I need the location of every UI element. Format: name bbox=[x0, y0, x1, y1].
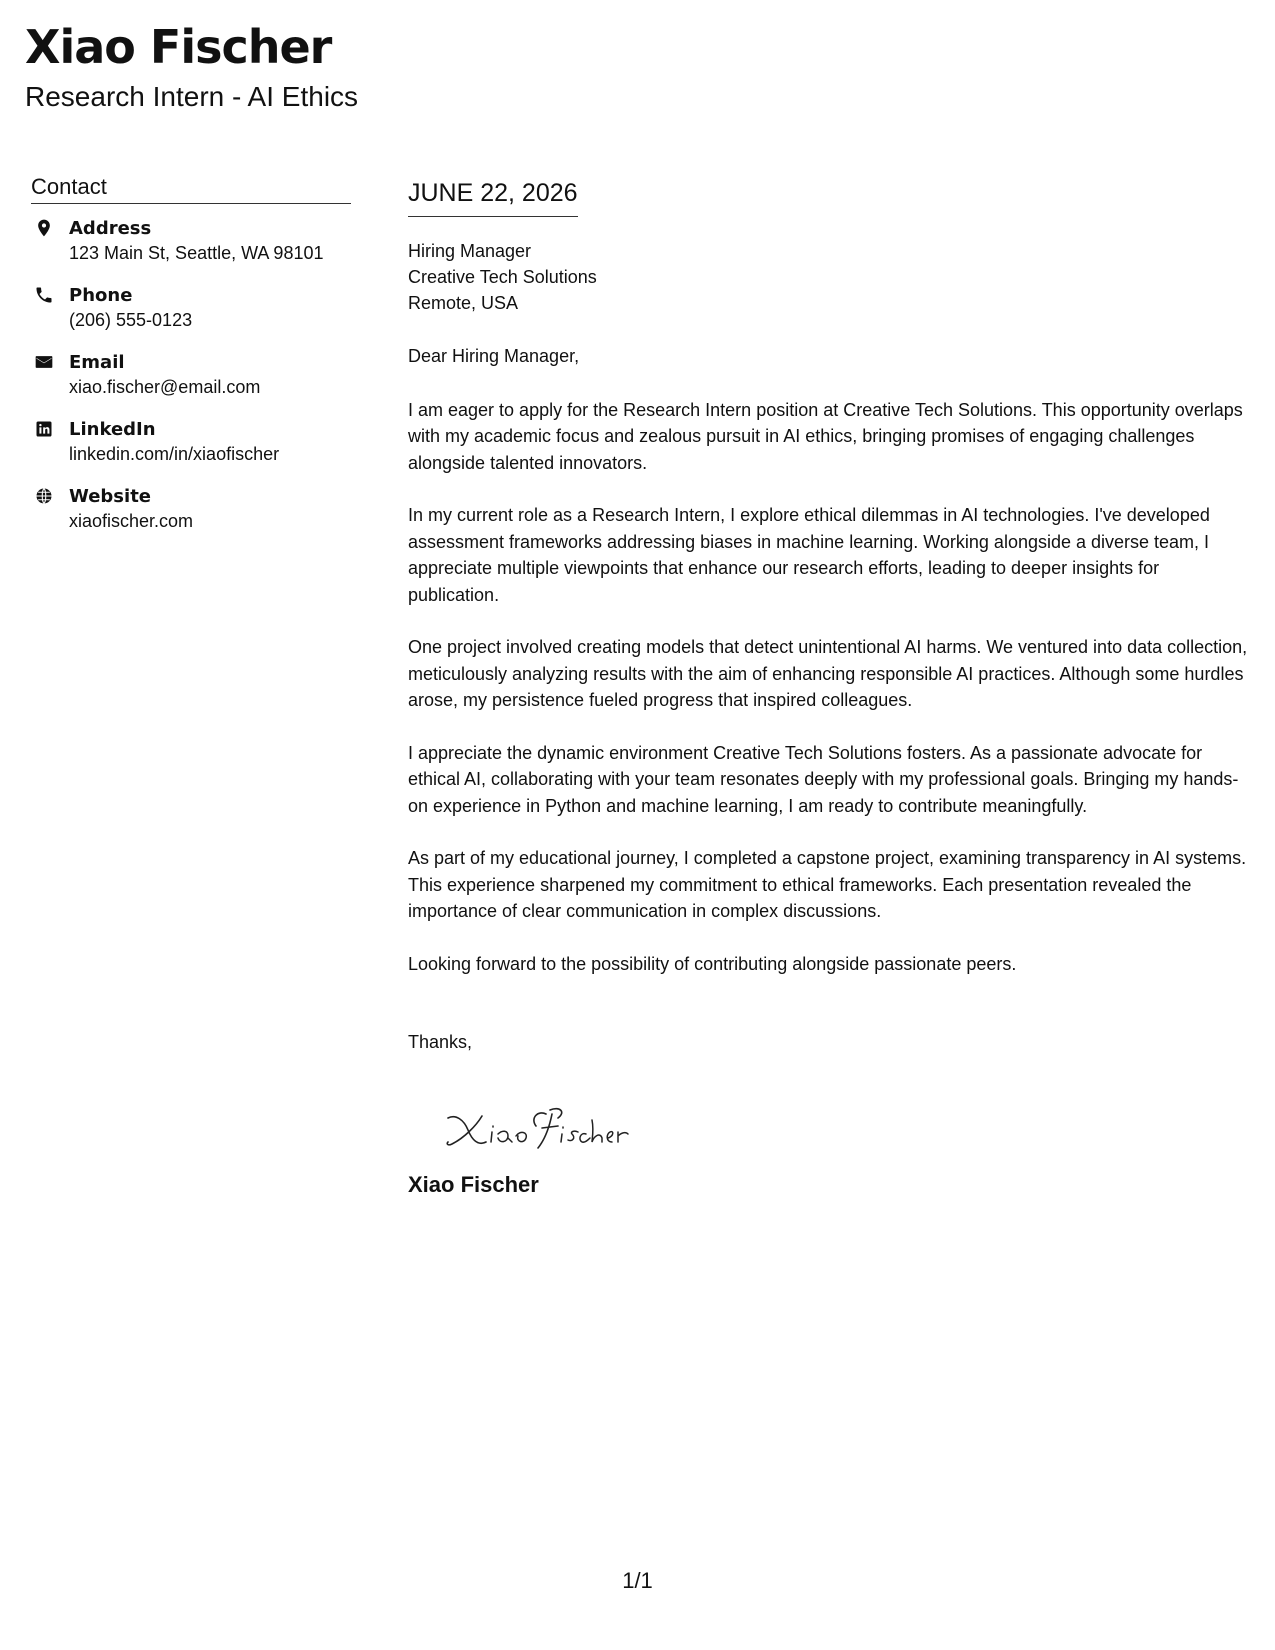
recipient-line: Hiring Manager bbox=[408, 241, 532, 261]
phone-value: (206) 555-0123 bbox=[69, 310, 193, 331]
email-value: xiao.fischer@email.com bbox=[69, 377, 261, 398]
address-label: Address bbox=[69, 218, 152, 240]
phone-icon bbox=[31, 283, 57, 307]
recipient-block bbox=[408, 238, 1248, 316]
contact-website bbox=[31, 484, 351, 534]
address-value: 123 Main St, Seattle, WA 98101 bbox=[69, 243, 324, 264]
phone-label: Phone bbox=[69, 285, 133, 307]
website-label: Website bbox=[69, 486, 152, 508]
page-number: 1/1 bbox=[622, 1568, 653, 1593]
body-paragraph: As part of my educational journey, I completed a capstone project, examining transparency in AI systems. This experience sharpened my commitment to ethical frameworks. Each presentation revealed the importance of clear communication in complex discussions. bbox=[408, 848, 1247, 921]
linkedin-label: LinkedIn bbox=[69, 419, 156, 441]
body-paragraph: One project involved creating models that detect unintentional AI harms. We ventured into data collection, meticulously analyzing results with the aim of enhancing responsible AI practices. Although some hurdles arose, my persistence fueled progress that inspired colleagues. bbox=[408, 637, 1248, 710]
contact-sidebar bbox=[31, 174, 351, 551]
contact-linkedin bbox=[31, 417, 351, 467]
letter-body bbox=[408, 178, 1248, 1198]
body-paragraph: I appreciate the dynamic environment Creative Tech Solutions fosters. As a passionate advocate for ethical AI, collaborating with your team resonates deeply with my professional goals. Bringing my hands-on experience in Python and machine learning, I am ready to contribute meaningfully. bbox=[408, 742, 1239, 816]
contact-phone bbox=[31, 283, 351, 333]
contact-heading: Contact bbox=[31, 174, 351, 204]
body-paragraph: I am eager to apply for the Research Intern position at Creative Tech Solutions. This opportunity overlaps with my academic focus and zealous pursuit in AI ethics, bringing promises of engaging challenges alongside talented innovators. bbox=[408, 399, 1243, 473]
recipient-line: Remote, USA bbox=[408, 293, 519, 313]
email-label: Email bbox=[69, 352, 125, 374]
envelope-icon bbox=[31, 350, 57, 374]
signature-image bbox=[442, 1096, 642, 1156]
linkedin-value: linkedin.com/in/xiaofischer bbox=[69, 444, 280, 465]
website-value: xiaofischer.com bbox=[69, 511, 194, 532]
letter-date: JUNE 22, 2026 bbox=[408, 178, 578, 217]
salutation: Dear Hiring Manager, bbox=[408, 346, 580, 366]
globe-icon bbox=[31, 484, 57, 508]
linkedin-icon bbox=[31, 417, 57, 441]
contact-email bbox=[31, 350, 351, 400]
body-paragraph: In my current role as a Research Intern, I explore ethical dilemmas in AI technologies. I've developed assessment frameworks addressing biases in machine learning. Working alongside a diverse team, I appreciate multiple viewpoints that enhance our research efforts, leading to deeper insights for publication. bbox=[408, 505, 1210, 605]
map-pin-icon bbox=[31, 216, 57, 240]
contact-address bbox=[31, 216, 351, 266]
handwritten-signature bbox=[442, 1096, 1248, 1156]
body-paragraph: Looking forward to the possibility of contributing alongside passionate peers. bbox=[408, 953, 1017, 974]
applicant-title: Research Intern - AI Ethics bbox=[25, 81, 359, 112]
recipient-line: Creative Tech Solutions bbox=[408, 267, 597, 287]
signer-name: Xiao Fischer bbox=[408, 1171, 539, 1197]
applicant-name: Xiao Fischer bbox=[25, 20, 332, 74]
closing: Thanks, bbox=[408, 1032, 473, 1052]
